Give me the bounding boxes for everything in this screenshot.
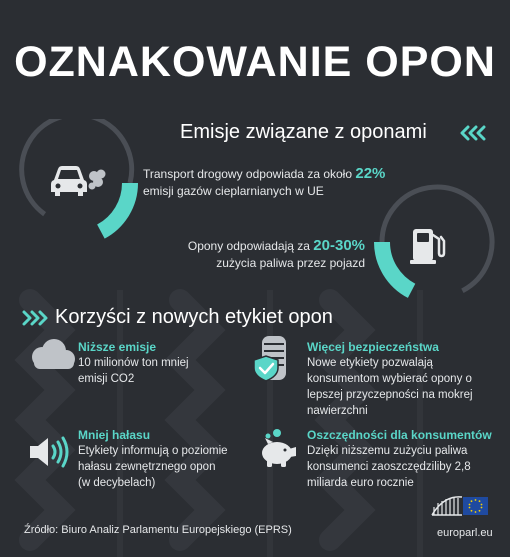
site-url[interactable]: europarl.eu [437, 527, 493, 539]
transport-text-pre: Transport drogowy odpowiada za około [143, 167, 353, 181]
tyre-shield-icon [250, 334, 294, 384]
benefit-line: (w decybelach) [78, 477, 156, 489]
benefit-line: konsumenci zaoszczędziliby 2,8 [307, 461, 471, 473]
benefit-more-safety [307, 339, 507, 419]
benefit-line: Dzięki niższemu zużyciu paliwa [307, 445, 468, 457]
european-parliament-logo [430, 491, 490, 521]
benefit-consumer-savings [307, 427, 507, 491]
tyres-value: 20-30% [313, 237, 365, 254]
benefit-line: nawierzchni [307, 405, 368, 417]
benefit-line: konsumentom wybierać opony o [307, 373, 472, 385]
tyres-text-pre: Opony odpowiadają za [187, 239, 310, 253]
benefit-line: lepszej przyczepności na mokrej [307, 389, 473, 401]
benefit-title: Oszczędności dla konsumentów [307, 428, 492, 442]
benefit-less-noise [78, 427, 258, 491]
benefit-title: Niższe emisje [78, 340, 157, 354]
benefit-title: Więcej bezpieczeństwa [307, 340, 439, 354]
piggy-bank-icon [255, 427, 303, 469]
benefit-line: Nowe etykiety pozwalają [307, 357, 433, 369]
fuel-pump-icon [410, 225, 446, 265]
chevrons-right-icon [21, 309, 51, 327]
benefit-line: Etykiety informują o poziomie [78, 445, 228, 457]
transport-value: 22% [355, 165, 386, 182]
tyres-text-post: zużycia paliwa przez pojazd [216, 256, 365, 270]
section-emissions-heading: Emisje związane z oponami [180, 121, 427, 143]
speaker-icon [24, 432, 74, 472]
section-benefits-heading: Korzyści z nowych etykiet opon [55, 306, 333, 328]
benefit-lower-emissions [78, 339, 248, 387]
source-note: Źródło: Biuro Analiz Parlamentu Europejskiego (EPRS) [24, 524, 292, 536]
tyres-text [150, 237, 365, 272]
benefit-title: Mniej hałasu [78, 428, 151, 442]
benefit-line: emisji CO2 [78, 373, 135, 385]
benefit-line: miliarda euro rocznie [307, 477, 414, 489]
benefit-line: 10 milionów ton mniej [78, 357, 189, 369]
transport-text-post: emisji gazów cieplarnianych w UE [143, 184, 324, 198]
car-emission-icon [48, 160, 108, 200]
benefit-line: hałasu zewnętrznego opon [78, 461, 216, 473]
page-title: OZNAKOWANIE OPON [14, 38, 496, 86]
chevrons-left-icon [459, 124, 489, 142]
cloud-icon [20, 335, 80, 380]
